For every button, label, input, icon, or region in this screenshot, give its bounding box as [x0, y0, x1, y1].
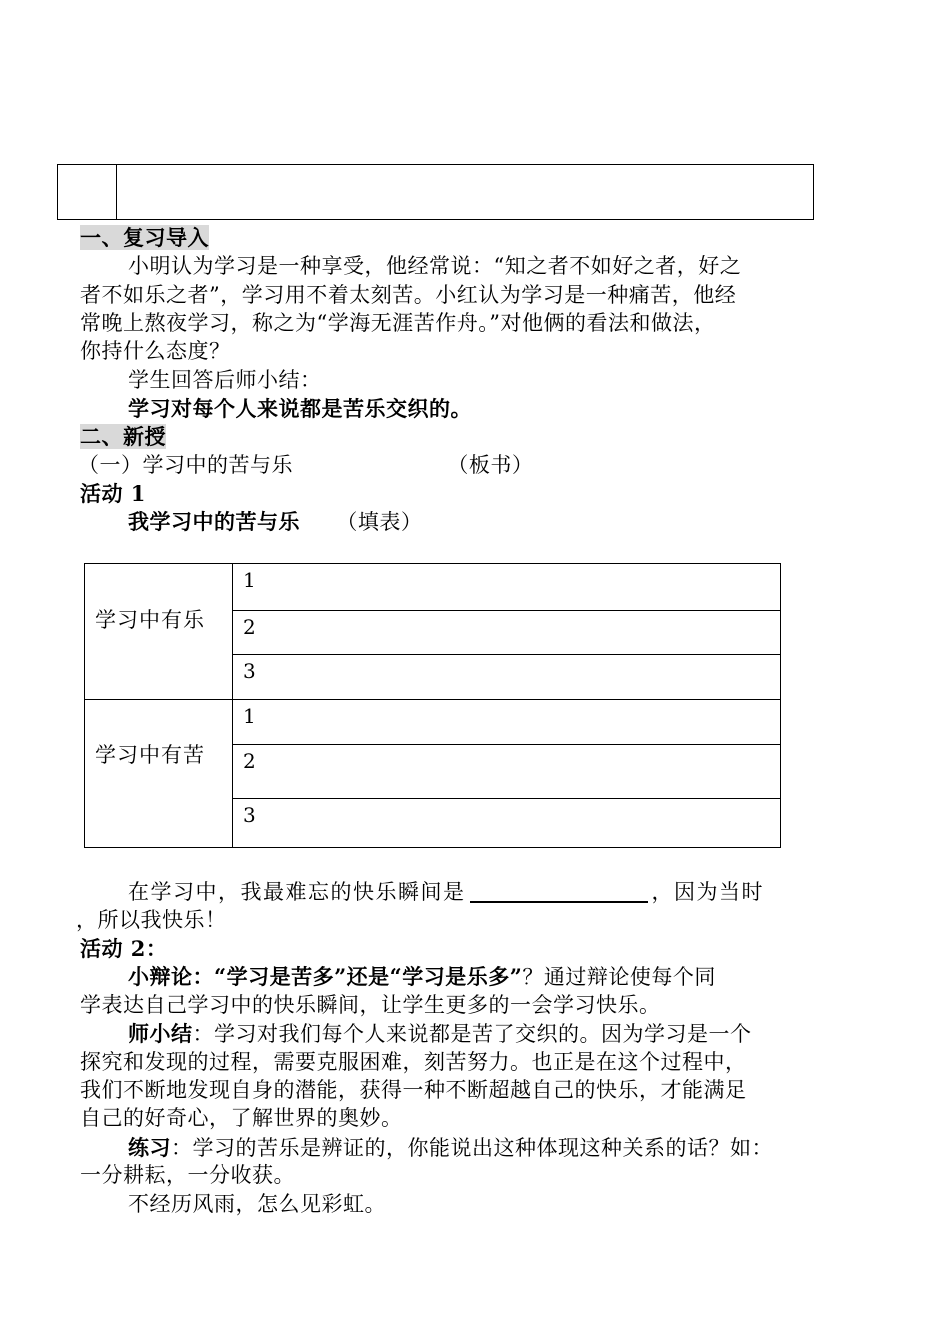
activity1-task-line	[128, 507, 422, 537]
table-row-line	[233, 654, 780, 655]
joy-item-2: 2	[243, 615, 256, 639]
summary-statement: 学习对每个人来说都是苦乐交织的。	[128, 396, 472, 421]
joy-bitter-table	[84, 563, 781, 848]
bitter-item-3: 3	[243, 803, 256, 827]
table-row-line	[233, 798, 780, 799]
activity1-title: 活动 1	[80, 481, 146, 506]
bitter-label: 学习中有苦	[95, 743, 205, 767]
bitter-item-2: 2	[243, 749, 256, 773]
activity2-title: 活动 2：	[80, 936, 168, 961]
header-table-divider	[116, 165, 117, 219]
fill-in-line-2: ，所以我快乐！	[76, 908, 227, 932]
section1-para-line-3: 常晚上熬夜学习，称之为“学海无涯苦作舟。”对他俩的看法和做法，	[80, 311, 716, 335]
bitter-item-1: 1	[243, 704, 256, 728]
section1-para-line-2: 者不如乐之者”，学习用不着太刻苦。小红认为学习是一种痛苦，他经	[80, 283, 737, 307]
debate-line-2: 学表达自己学习中的快乐瞬间，让学生更多的一会学习快乐。	[80, 993, 661, 1017]
activity1-task: 我学习中的苦与乐	[128, 509, 300, 534]
teacher-summary-line-1: 师小结：学习对我们每个人来说都是苦了交织的。因为学习是一个	[128, 1021, 752, 1046]
debate-line-1: 小辩论：“学习是苦多”还是“学习是乐多”？通过辩论使每个同	[128, 964, 716, 989]
board-note: （板书）	[447, 453, 534, 477]
teacher-summary-line-2: 探究和发现的过程，需要克服困难，刻苦努力。也正是在这个过程中，	[80, 1050, 747, 1074]
teacher-summary-line-3: 我们不断地发现自身的潜能，获得一种不断超越自己的快乐，才能满足	[80, 1078, 747, 1102]
table-row-line	[233, 610, 780, 611]
subheading: （一）学习中的苦与乐	[78, 453, 293, 477]
table-column-divider	[232, 564, 233, 847]
subheading-line	[78, 451, 533, 480]
header-table	[57, 164, 814, 220]
teacher-summary-line-4: 自己的好奇心，了解世界的奥妙。	[80, 1106, 403, 1130]
table-row-line	[233, 744, 780, 745]
joy-item-1: 1	[243, 568, 256, 592]
section1-para-line-4: 你持什么态度？	[80, 339, 231, 363]
answer-intro: 学生回答后师小结：	[128, 368, 322, 392]
activity1-note: （填表）	[336, 510, 423, 534]
section2-heading: 二、新授	[80, 424, 166, 449]
practice-line-3: 不经历风雨，怎么见彩虹。	[128, 1192, 386, 1216]
table-row-divider	[85, 699, 780, 700]
practice-line-2: 一分耕耘，一分收获。	[80, 1163, 295, 1187]
joy-item-3: 3	[243, 659, 256, 683]
fill-in-blank[interactable]	[470, 877, 648, 903]
practice-line-1: 练习：学习的苦乐是辨证的，你能说出这种体现这种关系的话？如：	[128, 1135, 773, 1160]
section1-heading: 一、复习导入	[80, 225, 209, 250]
section1-para-line-1: 小明认为学习是一种享受，他经常说：“知之者不如好之者，好之	[128, 254, 742, 278]
fill-in-line-1: 在学习中，我最难忘的快乐瞬间是 ，因为当时	[128, 877, 764, 907]
joy-label: 学习中有乐	[95, 608, 205, 632]
